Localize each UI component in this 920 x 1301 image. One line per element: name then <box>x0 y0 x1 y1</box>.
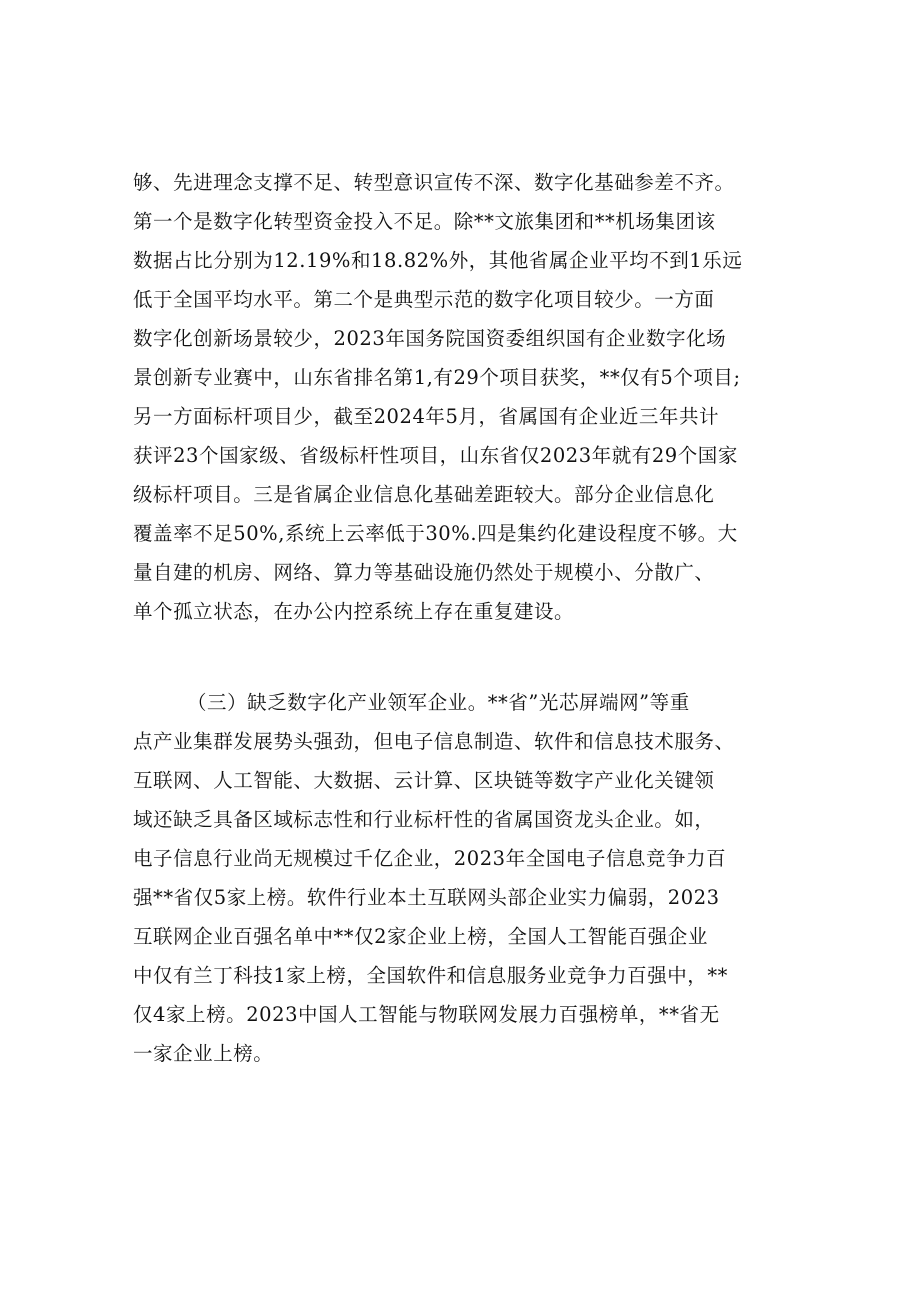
text-line: 够、先进理念支撑不足、转型意识宣传不深、数字化基础参差不齐。 <box>133 171 735 194</box>
text-line: 另一方面标杆项目少，截至2024年5月，省属国有企业近三年共计 <box>133 405 720 428</box>
text-line: 景创新专业赛中，山东省排名第1,有29个项目获奖，**仅有5个项目; <box>133 366 741 389</box>
text-line: 覆盖率不足50%,系统上云率低于30%.四是集约化建设程度不够。大 <box>133 522 738 545</box>
text-line: 一家企业上榜。 <box>133 1042 274 1065</box>
text-line: 量自建的机房、网络、算力等基础设施仍然处于规模小、分散广、 <box>133 561 715 584</box>
text-line: 获评23个国家级、省级标杆性项目，山东省仅2023年就有29个国家 <box>133 444 738 467</box>
text-line: 第一个是数字化转型资金投入不足。除**文旅集团和**机场集团该 <box>133 210 716 233</box>
paragraph-2 <box>133 683 801 1073</box>
text-line: 中仅有兰丁科技1家上榜，全国软件和信息服务业竞争力百强中，** <box>133 964 728 987</box>
text-line: 数据占比分别为12.19%和18.82%外，其他省属企业平均不到1乐远 <box>133 249 743 272</box>
text-line: （三）缺乏数字化产业领军企业。**省”光芯屏端网”等重 <box>133 691 690 714</box>
text-line: 低于全国平均水平。第二个是典型示范的数字化项目较少。一方面 <box>133 288 715 311</box>
text-line: 互联网、人工智能、大数据、云计算、区块链等数字产业化关键领 <box>133 769 715 792</box>
text-line: 互联网企业百强名单中**仅2家企业上榜，全国人工智能百强企业 <box>133 925 708 948</box>
paragraph-1 <box>133 163 801 631</box>
text-line: 单个孤立状态，在办公内控系统上存在重复建设。 <box>133 600 575 623</box>
text-line: 强**省仅5家上榜。软件行业本土互联网头部企业实力偏弱，2023 <box>133 886 720 909</box>
text-line: 电子信息行业尚无规模过千亿企业，2023年全国电子信息竞争力百 <box>133 847 727 870</box>
text-line: 点产业集群发展势头强劲，但电子信息制造、软件和信息技术服务、 <box>133 730 735 753</box>
text-line: 数字化创新场景较少，2023年国务院国资委组织国有企业数字化场 <box>133 327 727 350</box>
text-line: 域还缺乏具备区域标志性和行业标杆性的省属国资龙头企业。如， <box>133 808 715 831</box>
text-line: 级标杆项目。三是省属企业信息化基础差距较大。部分企业信息化 <box>133 483 715 506</box>
text-line: 仅4家上榜。2023中国人工智能与物联网发展力百强榜单，**省无 <box>133 1003 720 1026</box>
